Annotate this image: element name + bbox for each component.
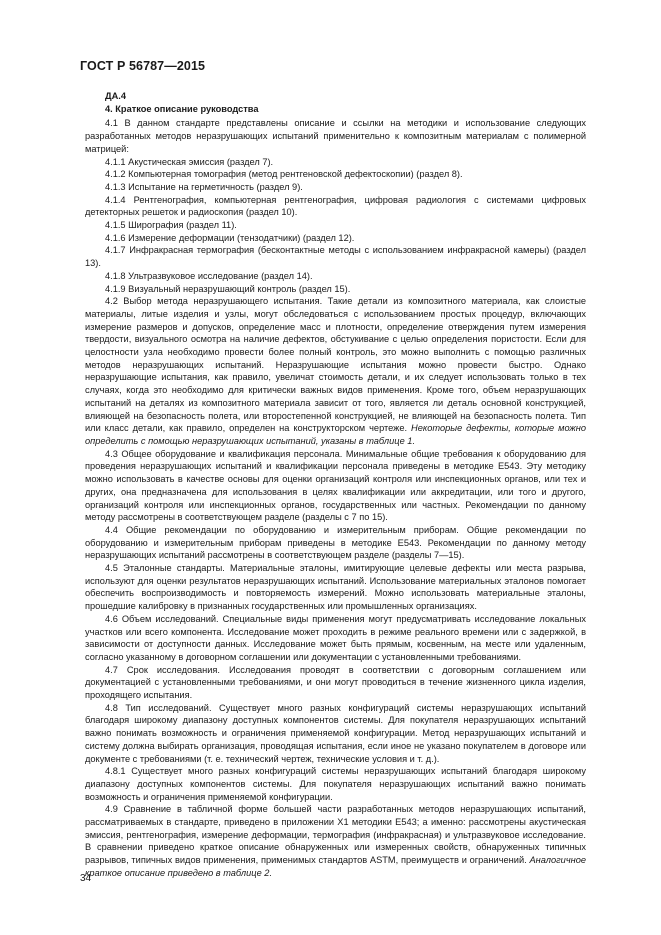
paragraph-4-8-1: 4.8.1 Существует много разных конфигураций системы неразрушающих испытаний благодаря широкому диапазону доступных компонентов системы. Для покупателя неразрушающих испытаний важно понимать возможность и ограничения применяемой конфигурации. bbox=[85, 766, 586, 802]
document-body bbox=[85, 90, 586, 880]
paragraph-4-7: 4.7 Срок исследования. Исследования проводят в соответствии с договорным соглашением или документацией с установленными требованиями, и они могут проводиться в течение жизненного цикла изделия, проходящего испытания. bbox=[85, 664, 586, 701]
list-item: 4.1.4 Рентгенография, компьютерная рентгенография, цифровая радиология с системами цифровых детекторных решеток и радиоскопия (раздел 10). bbox=[85, 194, 586, 218]
list-item: 4.1.6 Измерение деформации (тензодатчики) (раздел 12). bbox=[105, 232, 355, 243]
list-item: 4.1.1 Акустическая эмиссия (раздел 7). bbox=[105, 156, 274, 167]
section-heading: 4. Краткое описание руководства bbox=[105, 103, 259, 114]
paragraph-4-9-text: 4.9 Сравнение в табличной форме большей части разработанных методов неразрушающих испытаний, рассматриваемых в стандарте, приведено в приложении Х1 методики Е543; а именно: рассмотрены акустическая эмиссия, рентгенография, измерение деформации, термография (инфракрасная) и ультразвуковое исследование. В сравнении приведено краткое описание обнаруженных или измеренных свойств, обнаруженных типичных разрывов, типичных видов применения, применимых стандартов ASTM, преимуществ и ограничений. bbox=[85, 804, 586, 866]
paragraph-4-2 bbox=[85, 295, 586, 447]
paragraph-4-2-italic: Некоторые дефекты, которые можно определить с помощью неразрушающих испытаний, указаны в таблице 1. bbox=[85, 423, 586, 446]
list-item: 4.1.8 Ультразвуковое исследование (раздел 14). bbox=[105, 270, 313, 281]
paragraph-4-8: 4.8 Тип исследований. Существует много разных конфигураций системы неразрушающих испытаний благодаря широкому диапазону доступных компонентов системы. Для покупателя неразрушающих испытаний важно понимать возможность и ограничения применяемой конфигурации. Метод неразрушающих испытаний и систему должна выбирать организация, проводящая испытания, если иное не указано покупателем в договоре или документе с требованиями (т. е. технический чертеж, технические условия и т. д.). bbox=[85, 702, 586, 764]
list-item: 4.1.5 Ширография (раздел 11). bbox=[105, 220, 237, 231]
document-header: ГОСТ Р 56787—2015 bbox=[80, 59, 206, 73]
list-item: 4.1.2 Компьютерная томография (метод рентгеновской дефектоскопии) (раздел 8). bbox=[105, 169, 463, 180]
paragraph-4-1: 4.1 В данном стандарте представлены описание и ссылки на методики и использование следующих разработанных методов неразрушающих испытаний применительно к композитным материалам с полимерной матрицей: bbox=[85, 118, 586, 154]
annex-label: ДА.4 bbox=[105, 91, 126, 101]
list-item: 4.1.7 Инфракрасная термография (бесконтактные методы с использованием инфракрасной камеры) (раздел 13). bbox=[85, 245, 586, 269]
paragraph-4-6: 4.6 Объем исследований. Специальные виды применения могут предусматривать исследование локальных участков или всего компонента. Исследование может проходить в режиме реального времени или с задержкой, в зависимости от доступности данных. Исследование может быть прямым, косвенным, на месте или удаленным, согласно указанному в договорном соглашении или документации с установленными требованиями. bbox=[85, 613, 586, 662]
paragraph-4-9 bbox=[85, 803, 586, 879]
paragraph-4-2-text: 4.2 Выбор метода неразрушающего испытания. Такие детали из композитного материала, как слоистые материалы, литые изделия и узлы, могут обследоваться с использованием простых процедур, включающих измерение размеров и допусков, определение масс и плотности, определение отверждения путем измерения твердости, визуального осмотра на наличие дефектов, обстукивание с целью определения пористости. Если для целостности узла необходимо провести более полный контроль, это можно выполнить с помощью различных методов неразрушающих испытаний. Неразрушающие испытания можно провести быстро. Однако неразрушающие испытания, как правило, увеличат стоимость детали, и их следует использовать только в тех случаях, когда это необходимо для критически важных видов применения. Кроме того, объем неразрушающих испытаний на деталях из композитного материала зависит от того, является ли деталь основной конструкцией, влияющей на безопасность полета, или второстепенной конструкцией, не влияющей на безопасность полета. Тип или класс детали, как правило, определен на конструкторском чертеже. bbox=[85, 296, 586, 434]
paragraph-4-3: 4.3 Общее оборудование и квалификация персонала. Минимальные общие требования к оборудованию для проведения неразрушающих испытаний и квалификации персонала приведены в методике Е543. Эту методику можно использовать в качестве основы для оценки организаций контроля или инспекционных органов, или тех и других, она предназначена для использования в целях квалификации или аккредитации, или того и другого, организаций контроля или инспекционных органов, государственных или частных. Рекомендации по данному методу рассмотрены в соответствующем разделе (разделы с 7 по 15). bbox=[85, 448, 586, 523]
paragraph-4-9-italic: Аналогичное краткое описание приведено в таблице 2. bbox=[85, 855, 586, 878]
list-item: 4.1.9 Визуальный неразрушающий контроль (раздел 15). bbox=[105, 283, 351, 294]
paragraph-4-4: 4.4 Общие рекомендации по оборудованию и измерительным приборам. Общие рекомендации по оборудованию и измерительным приборам приведены в методике Е543. Рекомендации по данному методу неразрушающих испытаний рассмотрены в соответствующем разделе (разделы 7—15). bbox=[85, 524, 586, 561]
paragraph-4-5: 4.5 Эталонные стандарты. Материальные эталоны, имитирующие целевые дефекты или места разрыва, используют для оценки результатов неразрушающих испытаний. Использование материальных эталонов помогает обеспечить воспроизводимость и повторяемость измерений. Можно использовать материальные эталоны, прошедшие калибровку в признанных государственных или промышленных организациях. bbox=[85, 563, 586, 612]
page-number: 34 bbox=[80, 873, 92, 884]
list-item: 4.1.3 Испытание на герметичность (раздел 9). bbox=[105, 181, 303, 192]
